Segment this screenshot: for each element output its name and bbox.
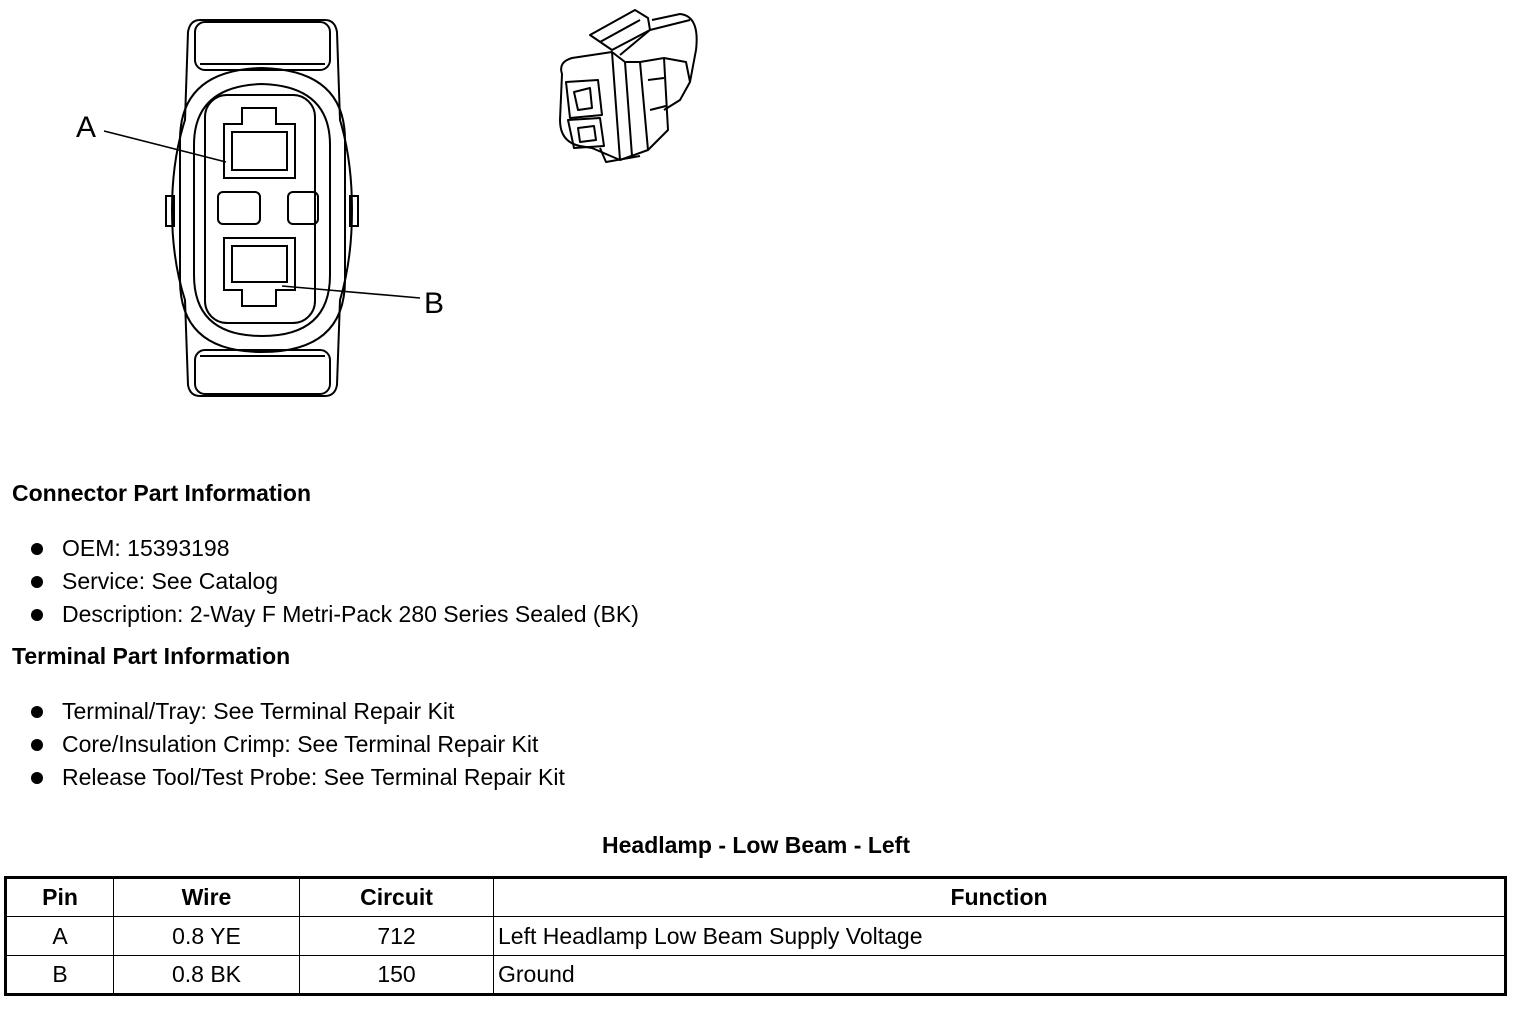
table-row — [6, 917, 1506, 956]
column-header-function: Function — [494, 878, 1506, 917]
list-item — [28, 728, 565, 761]
bullet-icon — [31, 609, 43, 621]
cell-pin: B — [6, 956, 114, 995]
list-item-text: Core/Insulation Crimp: See Terminal Repair Kit — [62, 731, 539, 757]
table-header-row — [6, 878, 1506, 917]
terminal-part-info-list — [28, 695, 565, 794]
column-header-pin: Pin — [6, 878, 114, 917]
list-item — [28, 695, 565, 728]
bullet-icon — [31, 739, 43, 751]
list-item — [28, 532, 639, 565]
table-row — [6, 956, 1506, 995]
bullet-icon — [31, 576, 43, 588]
cell-wire: 0.8 YE — [114, 917, 300, 956]
cell-function: Ground — [494, 956, 1506, 995]
pinout-table — [4, 876, 1507, 996]
bullet-icon — [31, 772, 43, 784]
column-header-wire: Wire — [114, 878, 300, 917]
connector-part-info-list — [28, 532, 639, 631]
list-item-text: Description: 2-Way F Metri-Pack 280 Series Sealed (BK) — [62, 601, 639, 627]
column-header-circuit: Circuit — [300, 878, 494, 917]
list-item — [28, 598, 639, 631]
cell-pin: A — [6, 917, 114, 956]
cell-wire: 0.8 BK — [114, 956, 300, 995]
pin-label-a: A — [76, 111, 97, 144]
list-item-text: OEM: 15393198 — [62, 535, 230, 561]
cell-circuit: 150 — [300, 956, 494, 995]
cell-function: Left Headlamp Low Beam Supply Voltage — [494, 917, 1506, 956]
pinout-table-title: Headlamp - Low Beam - Left — [602, 832, 910, 858]
connector-part-info-heading: Connector Part Information — [12, 480, 312, 506]
connector-face-diagram — [60, 10, 480, 410]
cell-circuit: 712 — [300, 917, 494, 956]
terminal-part-info-heading: Terminal Part Information — [12, 643, 291, 669]
list-item — [28, 565, 639, 598]
list-item — [28, 761, 565, 794]
bullet-icon — [31, 543, 43, 555]
list-item-text: Terminal/Tray: See Terminal Repair Kit — [62, 698, 455, 724]
pin-label-b: B — [424, 287, 445, 320]
list-item-text: Release Tool/Test Probe: See Terminal Repair Kit — [62, 764, 565, 790]
connector-isometric-diagram — [548, 4, 708, 174]
bullet-icon — [31, 706, 43, 718]
list-item-text: Service: See Catalog — [62, 568, 279, 594]
